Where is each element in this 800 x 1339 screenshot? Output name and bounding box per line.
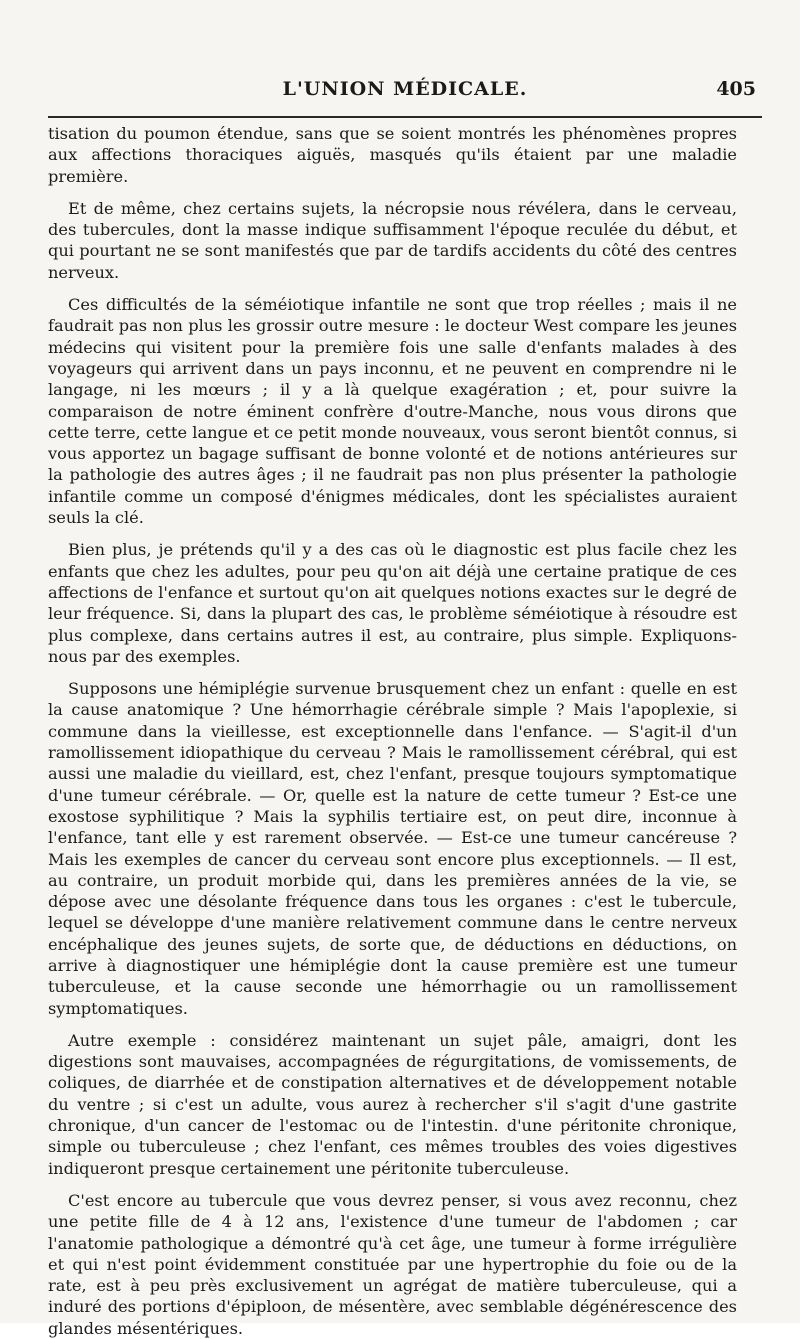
paragraph-continuation: tisation du poumon étendue, sans que se soient montrés les phénomènes propres aux affections thoraciques aiguës, masqués qu'ils étaient par une maladie première.	[48, 124, 737, 186]
article-body	[48, 123, 737, 1339]
page-number: 405	[716, 78, 756, 100]
paragraph-tumeur-abdomen: C'est encore au tubercule que vous devrez penser, si vous avez reconnu, chez une petite fille de 4 à 12 ans, l'existence d'une tumeur de l'abdomen ; car l'anatomie pathologique a démontré qu'à cet âge, une tumeur à forme irrégulière et qui n'est point évidemment constituée par une hypertrophie du foie ou de la rate, est à peu près exclusivement un agrégat de matière tuberculeuse, qui a induré des portions d'épiploon, de mésentère, avec semblable dégénérescence des glandes mésentériques.	[48, 1190, 737, 1338]
journal-title: L'UNION MÉDICALE.	[282, 78, 528, 100]
header-rule	[48, 116, 762, 118]
running-head	[48, 78, 762, 108]
paragraph-hemiplegie: Supposons une hémiplégie survenue brusquement chez un enfant : quelle en est la cause anatomique ? Une hémorrhagie cérébrale simple ? Mais l'apoplexie, si commune dans la vieillesse, est exceptionnelle dans l'enfance. — S'agit-il d'un ramollissement idiopathique du cerveau ? Mais le ramollissement cérébral, qui est aussi une maladie du vieillard, est, chez l'enfant, presque toujours symptomatique d'une tumeur cérébrale. — Or, quelle est la nature de cette tumeur ? Est-ce une exostose syphilitique ? Mais la syphilis tertiaire est, on peut dire, inconnue à l'enfance, tant elle y est rarement observée. — Est-ce une tumeur cancéreuse ? Mais les exemples de cancer du cerveau sont encore plus exceptionnels. — Il est, au contraire, un produit morbide qui, dans les premières années de la vie, se dépose avec une désolante fréquence dans tous les organes : c'est le tubercule, lequel se développe d'une manière relativement commune dans le centre nerveux encéphalique des jeunes sujets, de sorte que, de déductions en déductions, on arrive à diagnostiquer une hémiplégie dont la cause première est une tumeur tuberculeuse, et la cause seconde une hémorrhagie ou un ramollissement symptomatiques.	[48, 679, 737, 1018]
paragraph-difficultes: Ces difficultés de la séméiotique infantile ne sont que trop réelles ; mais il ne faudrait pas non plus les grossir outre mesure : le docteur West compare les jeunes médecins qui visitent pour la première fois une salle d'enfants malades à des voyageurs qui arrivent dans un pays inconnu, et ne peuvent en comprendre ni le langage, ni les mœurs ; il y a là quelque exagération ; et, pour suivre la comparaison de notre éminent confrère d'outre-Manche, nous vous dirons que cette terre, cette langue et ce petit monde nouveaux, vous seront bientôt connus, si vous apportez un bagage suffisant de bonne volonté et de notions antérieures sur la pathologie des autres âges ; il ne faudrait pas non plus présenter la pathologie infantile comme un composé d'énigmes médicales, dont les spécialistes auraient seuls la clé.	[48, 295, 737, 528]
paragraph-bien-plus: Bien plus, je prétends qu'il y a des cas où le diagnostic est plus facile chez les enfants que chez les adultes, pour peu qu'on ait déjà une certaine pratique de ces affections de l'enfance et surtout qu'on ait quelques notions exactes sur le degré de leur fréquence. Si, dans la plupart des cas, le problème séméiotique à résoudre est plus complexe, dans certains autres il est, au contraire, plus simple. Expliquons-nous par des exemples.	[48, 540, 737, 666]
paragraph-necropsie: Et de même, chez certains sujets, la nécropsie nous révélera, dans le cerveau, des tubercules, dont la masse indique suffisamment l'époque reculée du début, et qui pourtant ne se sont manifestés que par de tardifs accidents du côté des centres nerveux.	[48, 198, 737, 282]
paragraph-autre-exemple: Autre exemple : considérez maintenant un sujet pâle, amaigri, dont les digestions sont mauvaises, accompagnées de régurgitations, de vomissements, de coliques, de diarrhée et de constipation alternatives et de développement notable du ventre ; si c'est un adulte, vous aurez à rechercher s'il s'agit d'une gastrite chronique, d'un cancer de l'estomac ou de l'intestin. d'une péritonite chronique, simple ou tuberculeuse ; chez l'enfant, ces mêmes troubles des voies digestives indiqueront presque certainement une péritonite tuberculeuse.	[48, 1030, 737, 1178]
